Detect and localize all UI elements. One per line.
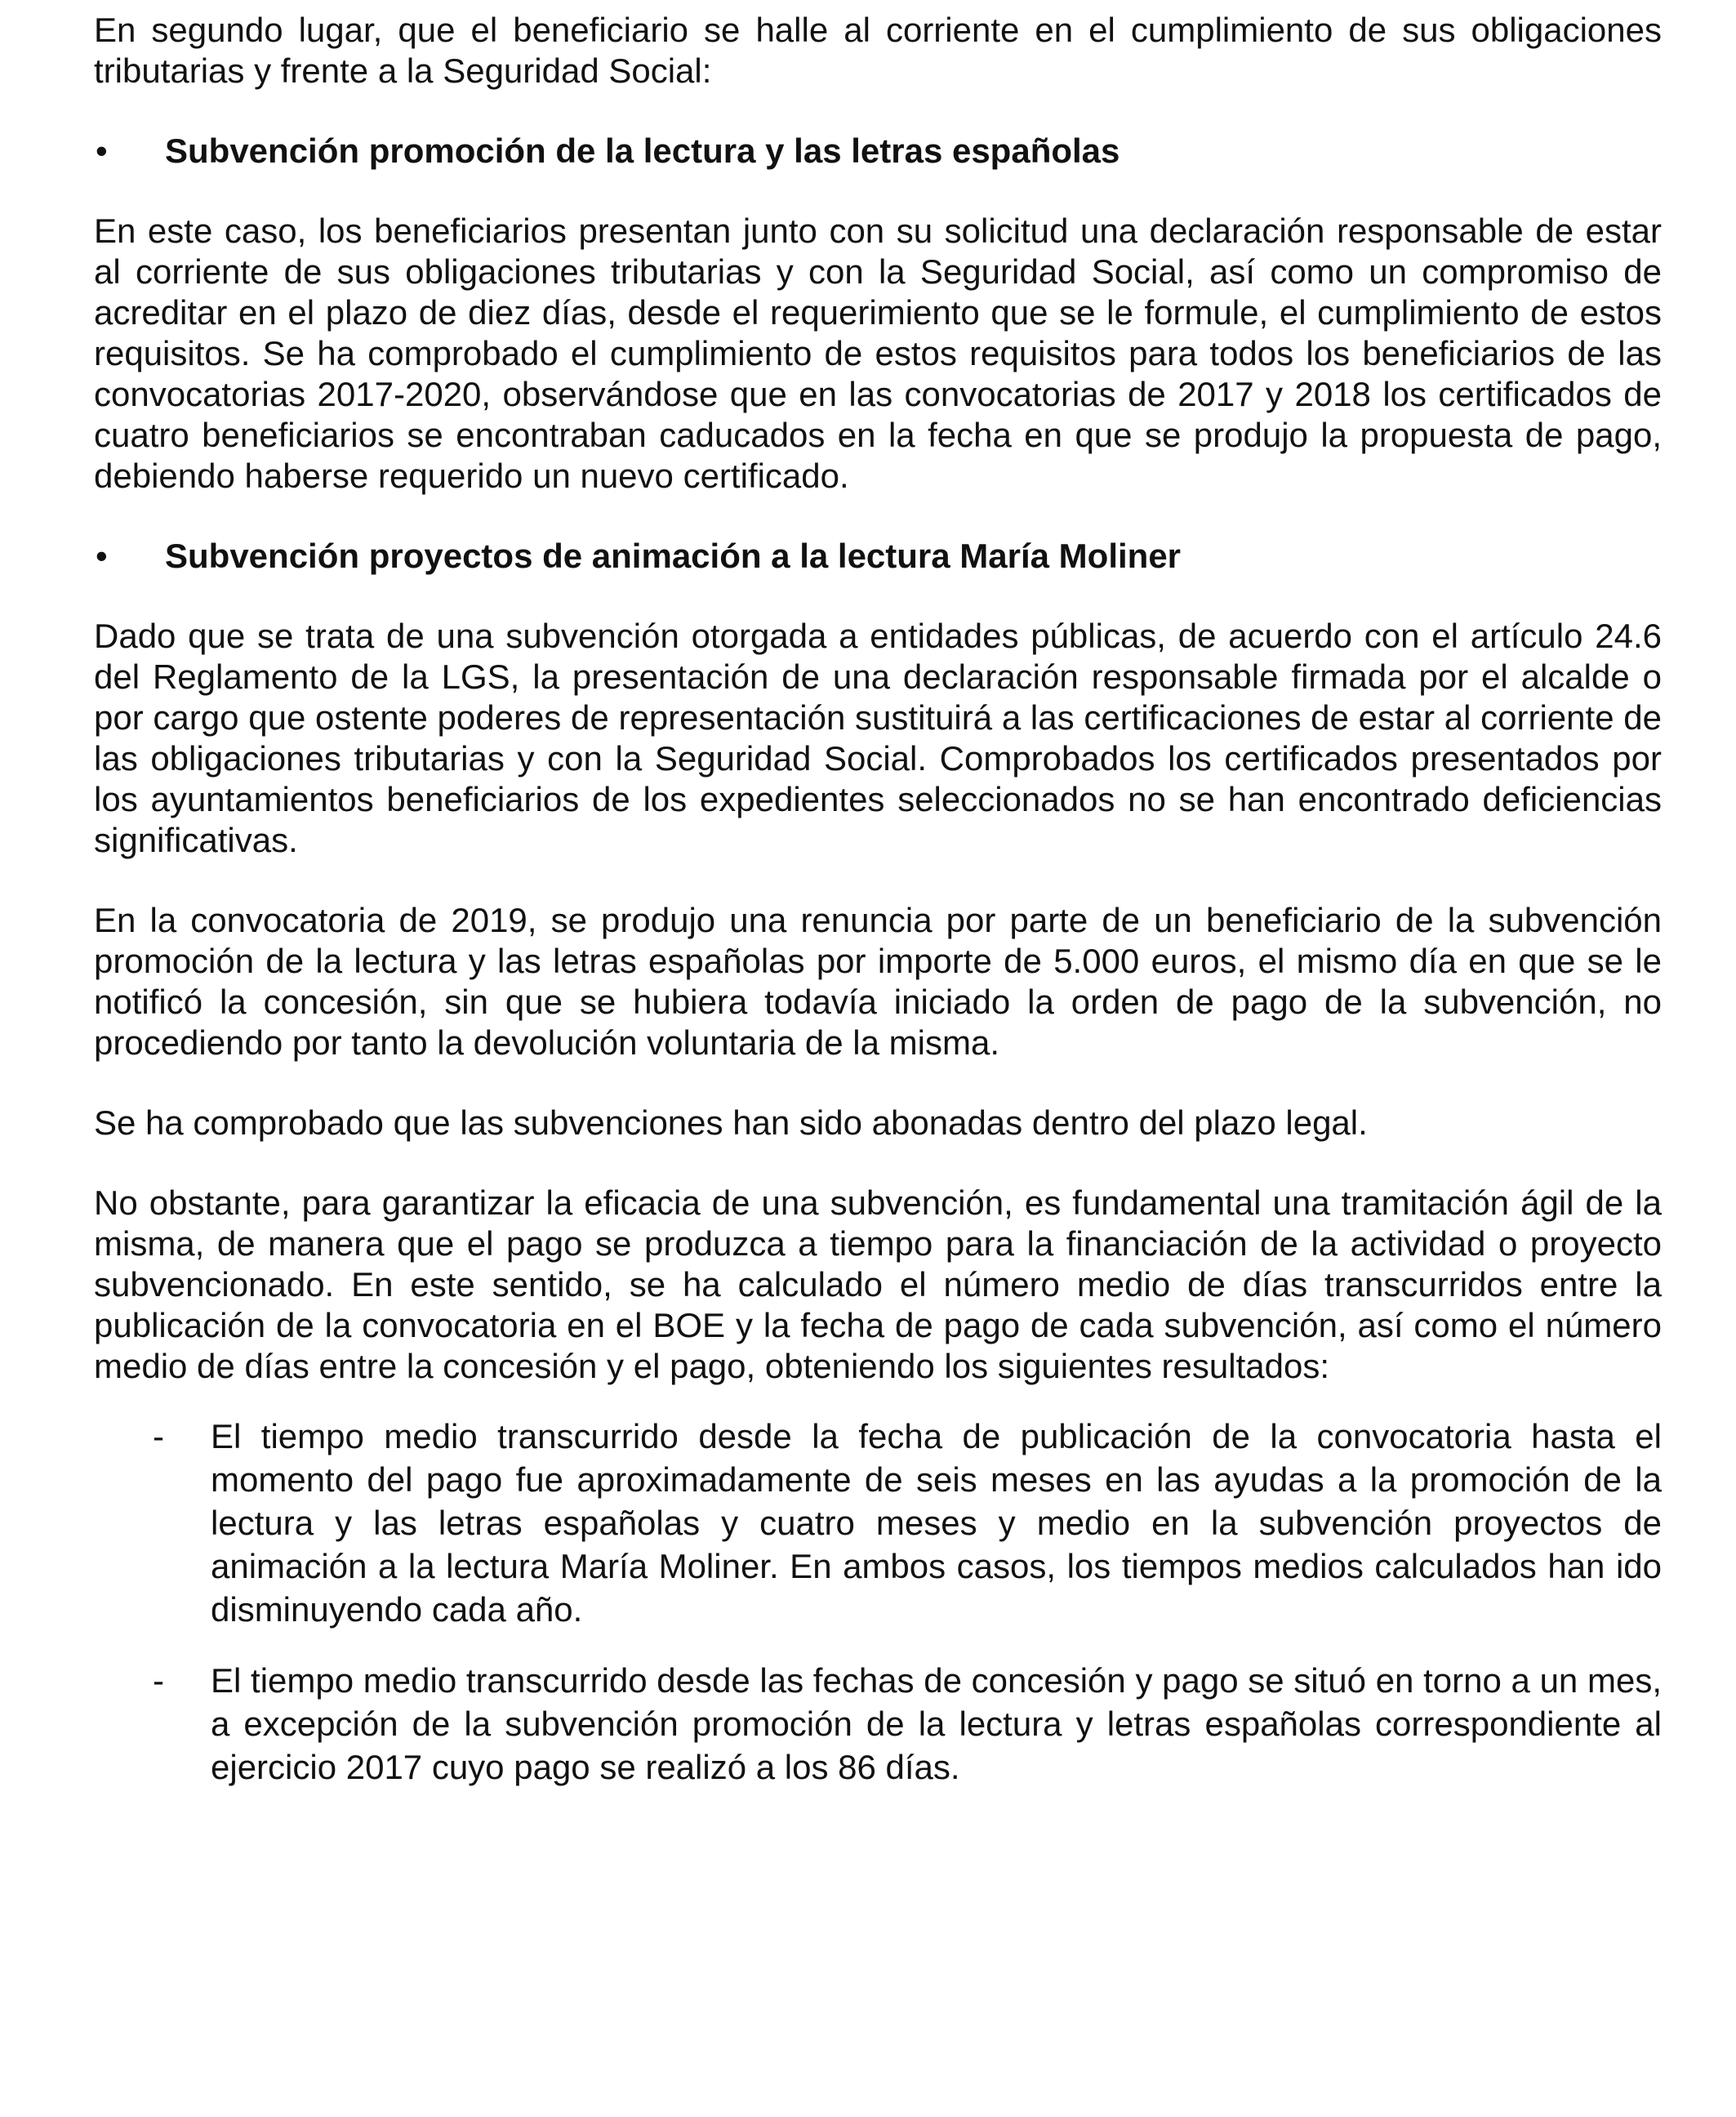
section-heading-lectura: [94, 131, 1662, 172]
list-item: [94, 1659, 1662, 1789]
bullet-icon: •: [96, 131, 108, 170]
dash-icon: -: [153, 1661, 164, 1700]
result-text: El tiempo medio transcurrido desde la fecha de publicación de la convocatoria hasta el momento del pago fue aproximadamente de seis meses en las ayudas a la promoción de la lectura y las letras españolas y cuatro meses y medio en la subvención proyectos de animación a la lectura María Moliner. En ambos casos, los tiempos medios calculados han ido disminuyendo cada año.: [211, 1417, 1662, 1629]
results-list: [94, 1415, 1662, 1789]
section-heading-lectura-text: Subvención promoción de la lectura y las letras españolas: [165, 131, 1120, 170]
plazo-legal-paragraph: Se ha comprobado que las subvenciones han sido abonadas dentro del plazo legal.: [94, 1103, 1368, 1142]
eficacia-paragraph: No obstante, para garantizar la eficacia de una subvención, es fundamental una tramitación ágil de la misma, de manera que el pago se produzca a tiempo para la financiación de la actividad o proyecto subvencionado. En este sentido, se ha calculado el número medio de días transcurridos entre la publicación de la convocatoria en el BOE y la fecha de pago de cada subvención, así como el número medio de días entre la concesión y el pago, obteniendo los siguientes resultados:: [94, 1183, 1662, 1385]
intro-paragraph: En segundo lugar, que el beneficiario se halle al corriente en el cumplimiento de sus obligaciones tributarias y frente a la Seguridad Social:: [94, 11, 1662, 90]
bullet-icon: •: [96, 537, 108, 575]
list-item: [94, 1415, 1662, 1631]
section-heading-moliner-text: Subvención proyectos de animación a la lectura María Moliner: [165, 537, 1182, 575]
result-text: El tiempo medio transcurrido desde las fechas de concesión y pago se situó en torno a un mes, a excepción de la subvención promoción de la lectura y letras españolas correspondiente al ejercicio 2017 cuyo pago se realizó a los 86 días.: [211, 1661, 1662, 1786]
convocatoria-2019-paragraph: En la convocatoria de 2019, se produjo una renuncia por parte de un beneficiario de la subvención promoción de la lectura y las letras españolas por importe de 5.000 euros, el mismo día en que se le notificó la concesión, sin que se hubiera todavía iniciado la orden de pago de la subvención, no procediendo por tanto la devolución voluntaria de la misma.: [94, 901, 1662, 1062]
moliner-paragraph: Dado que se trata de una subvención otorgada a entidades públicas, de acuerdo con el artículo 24.6 del Reglamento de la LGS, la presentación de una declaración responsable firmada por el alcalde o por cargo que ostente poderes de representación sustituirá a las certificaciones de estar al corriente de las obligaciones tributarias y con la Seguridad Social. Comprobados los certificados presentados por los ayuntamientos beneficiarios de los expedientes seleccionados no se han encontrado deficiencias significativas.: [94, 617, 1662, 859]
document-page: [94, 10, 1662, 1816]
dash-icon: -: [153, 1417, 164, 1455]
section-heading-moliner: [94, 536, 1662, 577]
lectura-paragraph: En este caso, los beneficiarios presentan junto con su solicitud una declaración responsable de estar al corriente de sus obligaciones tributarias y con la Seguridad Social, así como un compromiso de acreditar en el plazo de diez días, desde el requerimiento que se le formule, el cumplimiento de estos requisitos. Se ha comprobado el cumplimiento de estos requisitos para todos los beneficiarios de las convocatorias 2017-2020, observándose que en las convocatorias de 2017 y 2018 los certificados de cuatro beneficiarios se encontraban caducados en la fecha en que se produjo la propuesta de pago, debiendo haberse requerido un nuevo certificado.: [94, 212, 1662, 495]
